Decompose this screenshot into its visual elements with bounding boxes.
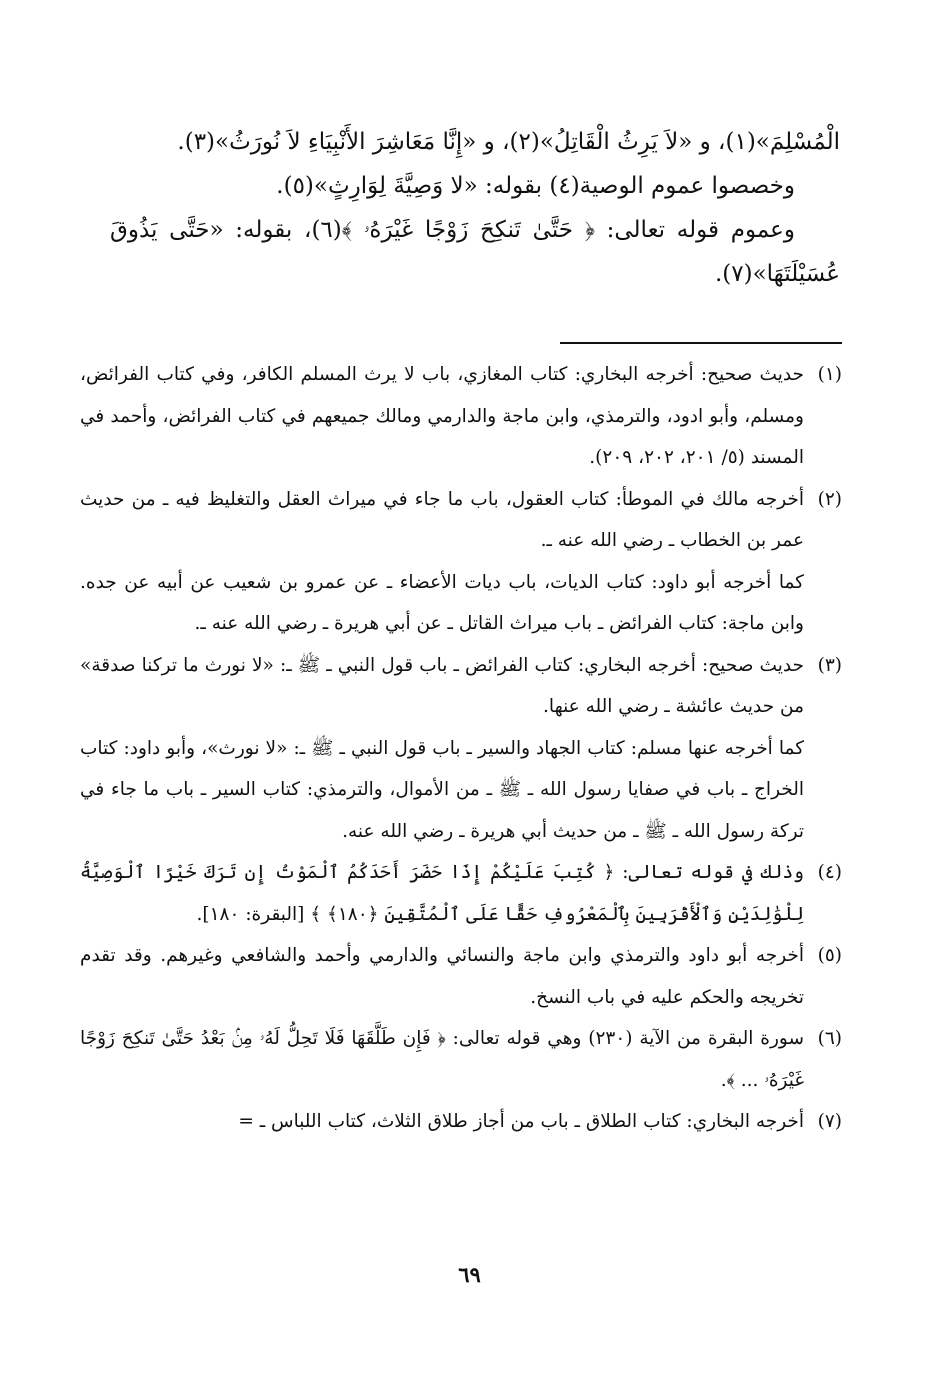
footnote-text: حديث صحيح: أخرجه البخاري: كتاب المغازي، باب لا يرث المسلم الكافر، وفي كتاب الفرائض، ومسلم، وأبو ادود، والترمذي، وابن ماجة والدارمي ومالك جميعهم في كتاب الفرائض، وأحمد في المسند (٥/ ٢٠١، ٢٠٢، ٢٠٩). (80, 364, 804, 468)
footnote-2 (80, 479, 842, 645)
footnote-text: سورة البقرة من الآية (٢٣٠) وهي قوله تعالى: ﴿ فَإِن طَلَّقَهَا فَلَا تَحِلُّ لَهُۥ مِنۢ بَعْدُ حَتَّىٰ تَنكِحَ زَوْجًا غَيْرَهُۥ ... ﴾. (80, 1028, 804, 1091)
footnote-6 (80, 1018, 842, 1101)
main-line-2: وخصصوا عموم الوصية(٤) بقوله: «لا وَصِيَّةَ لِوَارِثٍ»(٥). (276, 173, 795, 199)
footnote-number: (١) (817, 364, 842, 385)
footnote-text: وذلك في قوله تعالى: ﴿ كُتِبَ عَلَيْكُمْ إِذَا حَضَرَ أَحَدَكُمُ ٱلْمَوْتُ إِن تَرَكَ خَيْرًا ٱلْوَصِيَّةُ لِلْوَٰلِدَيْنِ وَٱلْأَقْرَبِينَ بِٱلْمَعْرُوفِ حَقًّا عَلَى ٱلْمُتَّقِينَ ﴿١٨٠﴾ ﴾ [البقرة: ١٨٠]. (80, 862, 804, 925)
main-line-1: الْمُسْلِمَ»(١)، و «لاَ يَرِثُ الْقَاتِلُ»(٢)، و «إِنَّا مَعَاشِرَ الأَنْبِيَاءِ لاَ نُورَثُ»(٣). (177, 129, 840, 155)
footnote-text: حديث صحيح: أخرجه البخاري: كتاب الفرائض ـ باب قول النبي ـ ﷺ ـ: «لا نورث ما تركنا صدقة» من حديث عائشة ـ رضي الله عنها. (80, 654, 804, 717)
footnote-number: (٦) (817, 1028, 842, 1049)
footnote-1 (80, 354, 842, 479)
main-text (110, 120, 840, 296)
footnote-number: (٣) (817, 654, 842, 676)
page-number: ٦٩ (458, 1262, 481, 1287)
footnotes (80, 354, 842, 1143)
main-line-3: وعموم قوله تعالى: ﴿ حَتَّىٰ تَنكِحَ زَوْجًا غَيْرَهُۥ ﴾(٦)، بقوله: «حَتَّى يَذُوقَ عُسَيْلَتَهَا»(٧). (110, 217, 840, 287)
footnote-number: (٢) (817, 488, 842, 510)
footnote-4 (80, 852, 842, 935)
footnote-text: كما أخرجه أبو داود: كتاب الديات، باب ديات الأعضاء ـ عن عمرو بن شعيب عن أبيه عن جده. وابن ماجة: كتاب الفرائض ـ باب ميراث القاتل ـ عن أبي هريرة ـ رضي الله عنه ـ. (80, 571, 804, 634)
footnote-text: كما أخرجه عنها مسلم: كتاب الجهاد والسير ـ باب قول النبي ـ ﷺ ـ: «لا نورث»، وأبو داود: كتاب الخراج ـ باب في صفايا رسول الله ـ ﷺ ـ من الأموال، والترمذي: كتاب السير ـ باب ما جاء في تركة رسول الله ـ ﷺ ـ من حديث أبي هريرة ـ رضي الله عنه. (80, 737, 804, 842)
footnote-text: أخرجه البخاري: كتاب الطلاق ـ باب من أجاز طلاق الثلاث، كتاب اللباس ـ = (238, 1111, 804, 1132)
footnote-text: أخرجه مالك في الموطأ: كتاب العقول، باب ما جاء في ميراث العقل والتغليظ فيه ـ من حديث عمر بن الخطاب ـ رضي الله عنه ـ. (80, 488, 804, 551)
footnote-number: (٤) (817, 862, 842, 883)
footnote-5 (80, 935, 842, 1018)
footnote-number: (٧) (817, 1111, 842, 1132)
footnote-7 (80, 1101, 842, 1143)
footnote-3 (80, 645, 842, 853)
footnote-number: (٥) (817, 945, 842, 966)
footnote-separator (560, 342, 842, 344)
footnote-text: أخرجه أبو داود والترمذي وابن ماجة والنسائي والدارمي وأحمد والشافعي وغيرهم. وقد تقدم تخريجه والحكم عليه في باب النسخ. (80, 945, 804, 1008)
